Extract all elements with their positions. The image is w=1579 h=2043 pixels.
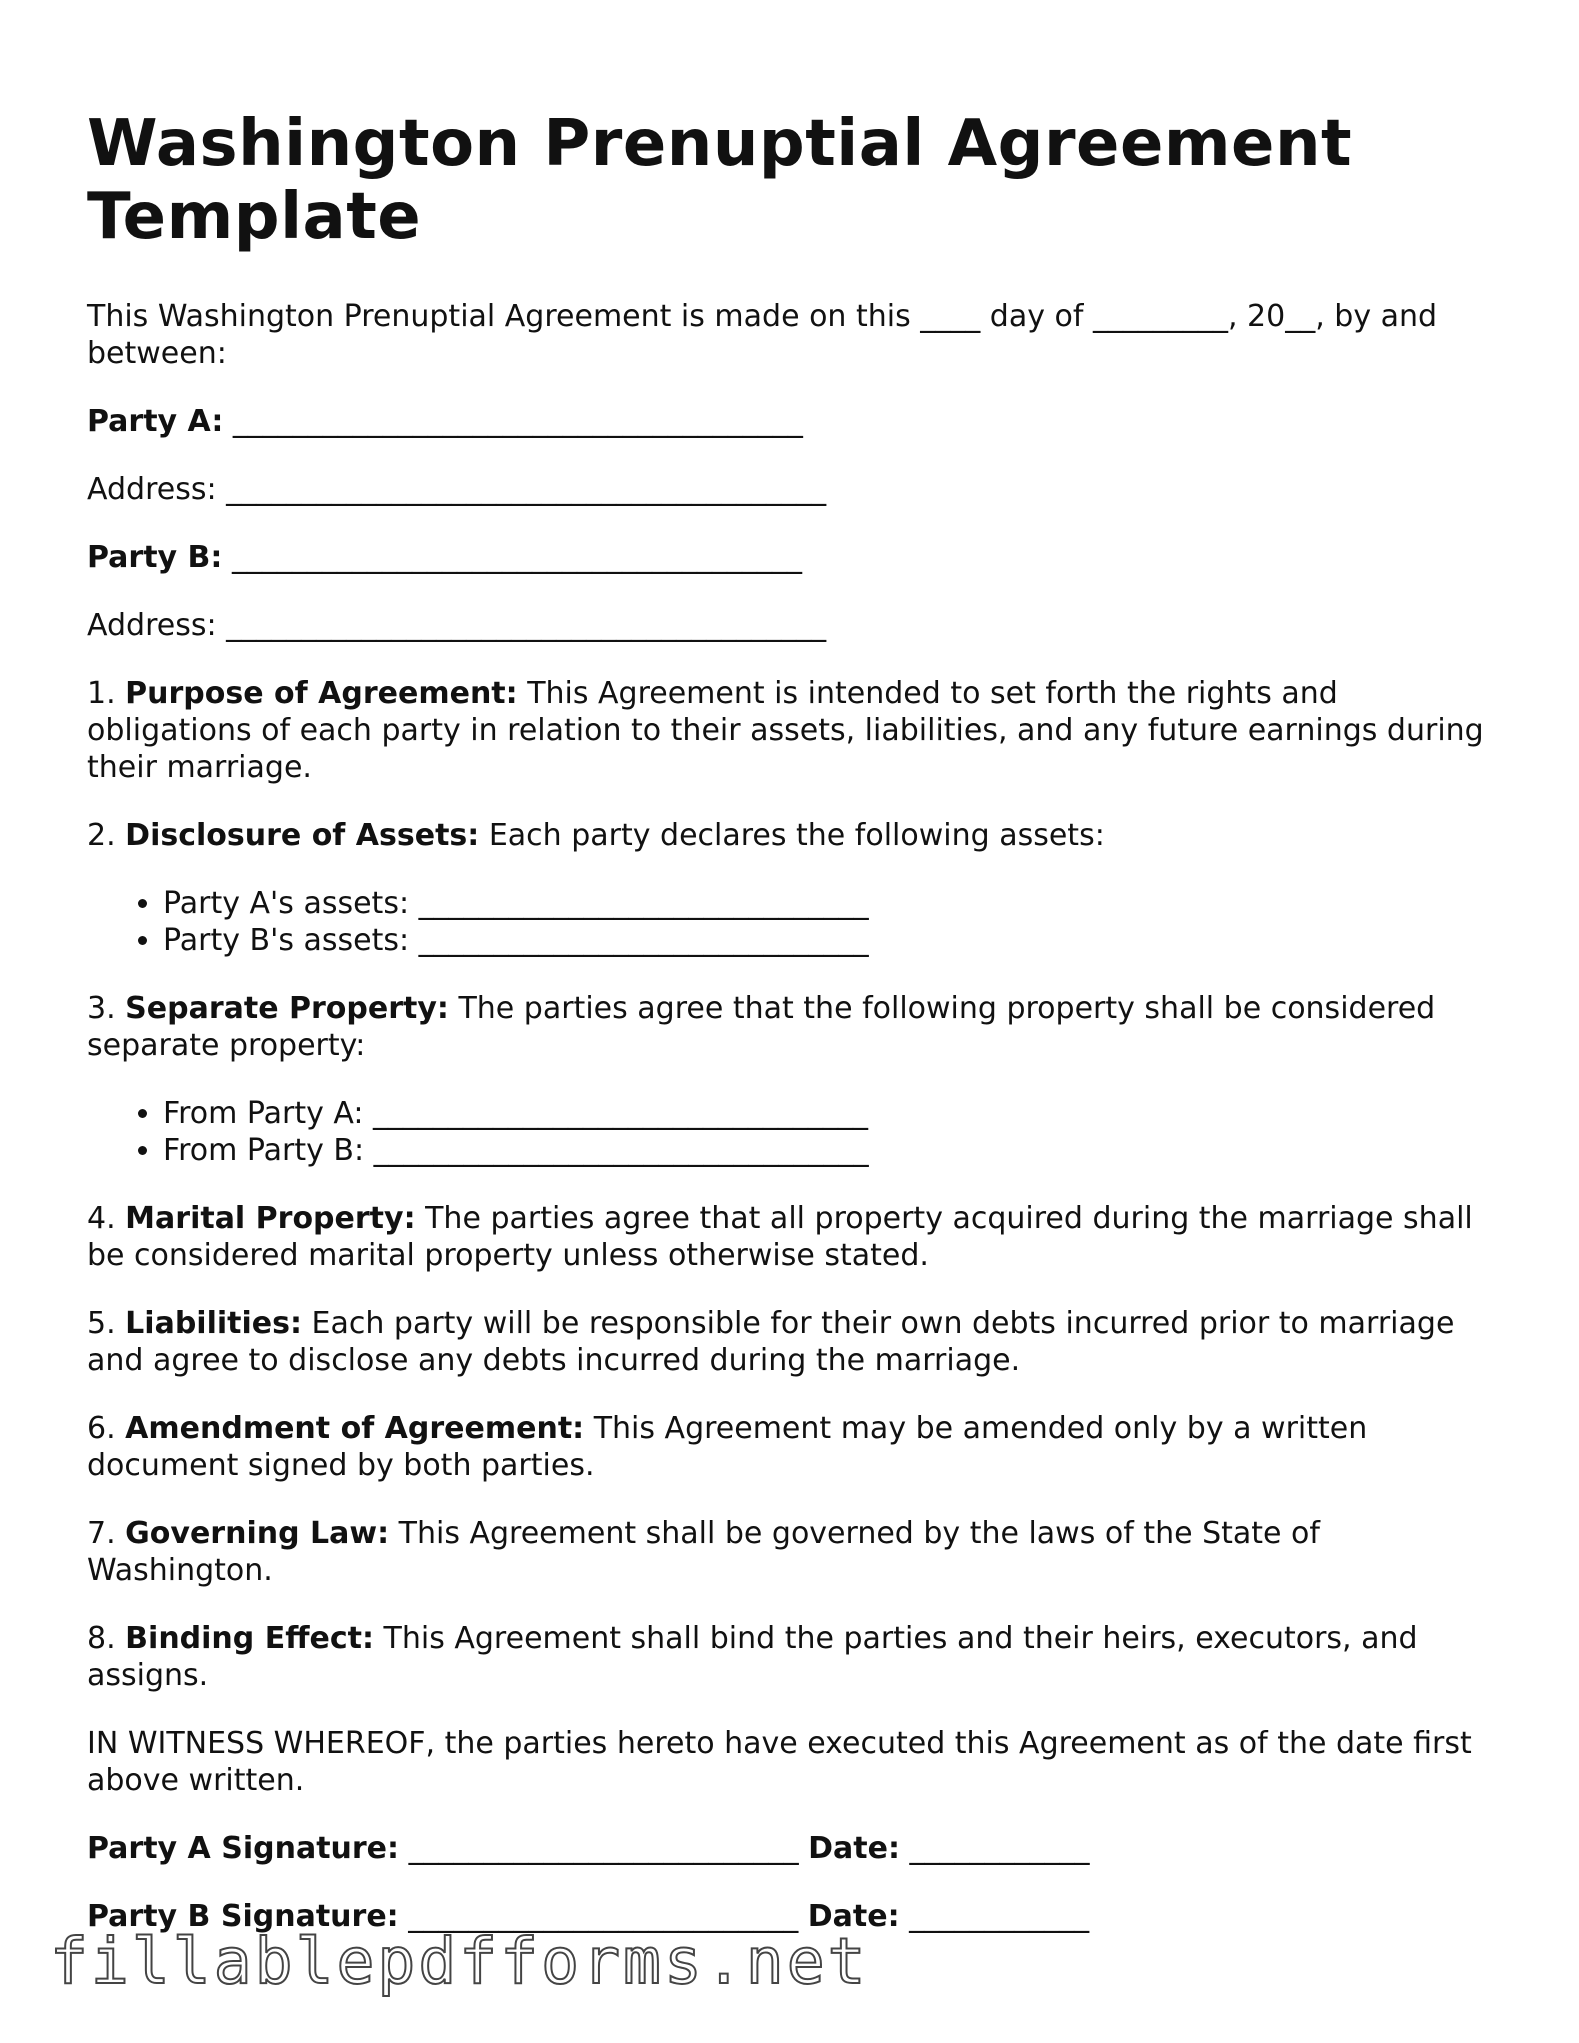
section-heading: Liabilities: <box>125 1306 302 1341</box>
section-5 <box>87 1305 1507 1379</box>
party-a-signature-line <box>87 1830 1507 1867</box>
date-label: Date: <box>807 1899 900 1934</box>
party-b-date-field[interactable]: ____________ <box>909 1899 1090 1934</box>
party-b-line <box>87 539 1507 576</box>
list-item[interactable]: • Party B's assets: ______________________________ <box>163 922 1507 959</box>
section-number: 6. <box>87 1411 116 1446</box>
section-6 <box>87 1410 1507 1484</box>
section-number: 5. <box>87 1306 116 1341</box>
section-heading: Separate Property: <box>125 991 449 1026</box>
page-title: Washington Prenuptial Agreement Template <box>87 107 1353 254</box>
section-text: Each party declares the following assets: <box>488 818 1105 853</box>
intro-paragraph: This Washington Prenuptial Agreement is made on this ____ day of _________, 20__, by and between: <box>87 299 1438 371</box>
section-heading: Disclosure of Assets: <box>125 818 480 853</box>
party-a-label: Party A: <box>87 404 224 439</box>
section-heading: Marital Property: <box>125 1201 416 1236</box>
section-4 <box>87 1200 1507 1274</box>
section-text: The parties agree that all property acquired during the marriage shall be considered marital property unless otherwise stated. <box>87 1201 1473 1273</box>
section-text: The parties agree that the following property shall be considered separate property: <box>87 991 1436 1063</box>
signature-label: Party A Signature: <box>87 1831 400 1866</box>
section-text: This Agreement may be amended only by a written document signed by both parties. <box>87 1411 1368 1483</box>
section-number: 2. <box>87 818 116 853</box>
section-1 <box>87 675 1507 786</box>
section-text: This Agreement is intended to set forth the rights and obligations of each party in relation to their assets, liabilities, and any future earnings during their marriage. <box>87 676 1484 785</box>
section-3 <box>87 990 1507 1064</box>
section-heading: Governing Law: <box>125 1516 390 1551</box>
list-item[interactable]: • Party A's assets: ______________________________ <box>163 885 1507 922</box>
party-b-signature-field[interactable]: __________________________ <box>408 1899 799 1934</box>
section-number: 1. <box>87 676 116 711</box>
section-number: 3. <box>87 991 116 1026</box>
assets-list <box>87 885 1507 959</box>
section-heading: Purpose of Agreement: <box>125 676 518 711</box>
list-item[interactable]: • From Party B: _________________________________ <box>163 1132 1507 1169</box>
section-text: Each party will be responsible for their own debts incurred prior to marriage and agree to disclose any debts incurred during the marriage. <box>87 1306 1455 1378</box>
separate-property-list <box>87 1095 1507 1169</box>
document-page <box>87 108 1507 1966</box>
section-number: 7. <box>87 1516 116 1551</box>
party-a-address-line[interactable]: Address: ________________________________________ <box>87 472 827 507</box>
party-a-line <box>87 403 1507 440</box>
party-b-address-line[interactable]: Address: ________________________________________ <box>87 608 827 643</box>
signature-label: Party B Signature: <box>87 1899 399 1934</box>
party-a-name-field[interactable]: ______________________________________ <box>232 404 803 439</box>
section-heading: Binding Effect: <box>125 1621 374 1656</box>
party-a-signature-field[interactable]: __________________________ <box>408 1831 799 1866</box>
party-b-label: Party B: <box>87 540 223 575</box>
section-8 <box>87 1620 1507 1694</box>
party-b-name-field[interactable]: ______________________________________ <box>231 540 802 575</box>
section-number: 8. <box>87 1621 116 1656</box>
section-heading: Amendment of Agreement: <box>125 1411 585 1446</box>
date-label: Date: <box>808 1831 900 1866</box>
watermark: fillablepdfforms.net <box>50 1925 869 1998</box>
section-2 <box>87 817 1507 854</box>
section-7 <box>87 1515 1507 1589</box>
party-a-date-field[interactable]: ____________ <box>909 1831 1090 1866</box>
list-item[interactable]: • From Party A: _________________________________ <box>163 1095 1507 1132</box>
section-number: 4. <box>87 1201 116 1236</box>
witness-paragraph: IN WITNESS WHEREOF, the parties hereto have executed this Agreement as of the date first above written. <box>87 1726 1472 1798</box>
section-text: This Agreement shall bind the parties and their heirs, executors, and assigns. <box>87 1621 1418 1693</box>
section-text: This Agreement shall be governed by the laws of the State of Washington. <box>87 1516 1320 1588</box>
